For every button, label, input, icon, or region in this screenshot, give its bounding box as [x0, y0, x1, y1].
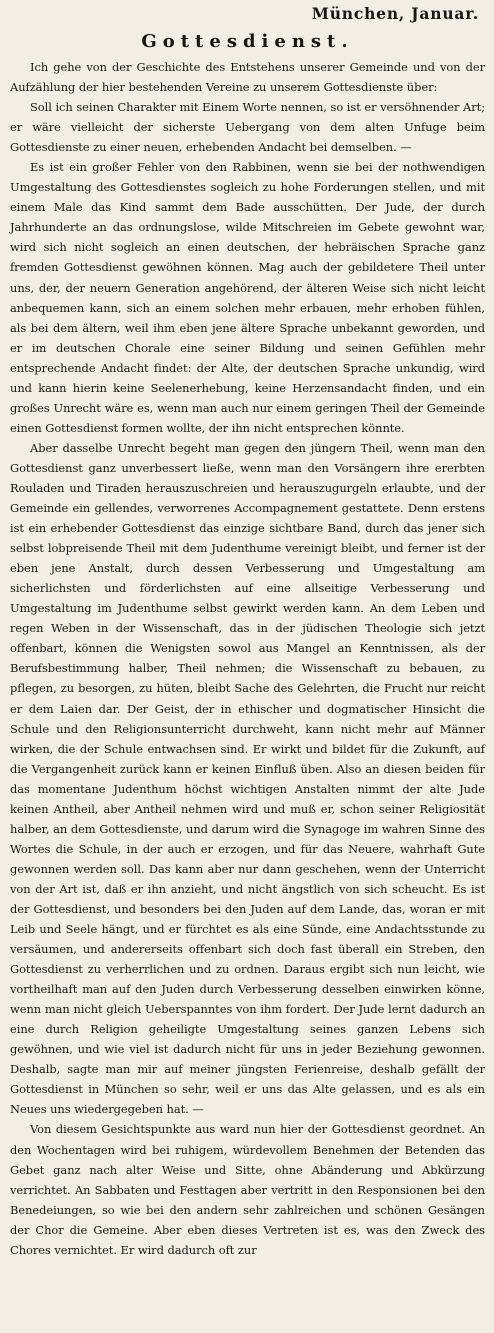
article-body	[10, 57, 485, 1260]
dateline: München, Januar.	[311, 4, 479, 23]
article-title: Gottesdienst.	[141, 31, 354, 52]
paragraph: Soll ich seinen Charakter mit Einem Worte nennen, so ist er versöhnender Art; er wäre vielleicht der sicherste Uebergang von dem alten Unfuge beim Gottesdienste zu einer neuen, erhebenden Andacht bei demselben. —	[10, 100, 485, 155]
paragraph: Aber dasselbe Unrecht begeht man gegen den jüngern Theil, wenn man den Gottesdienst ganz unverbessert ließe, wenn man den Vorsängern ihre ererbten Rouladen und Tiraden herauszuschreien und herauszugurgeln erlaubte, und der Gemeinde ein gellendes, verworrenes Accompagnement gestattete. Denn erstens ist ein erhebender Gottesdienst das einzige sichtbare Band, durch das jener sich selbst lobpreisende Theil mit dem Judenthume vereinigt bleibt, und ferner ist der eben jene Anstalt, durch dessen Verbesserung und Umgestaltung am sicherlichsten und förderlichsten auf eine allseitige Verbesserung und Umgestaltung im Judenthume selbst gewirkt werden kann. An dem Leben und regen Weben in der Wissenschaft, das in der jüdischen Theologie sich jetzt offenbart, können die Wenigsten sowol aus Mangel an Kenntnissen, als der Berufsbestimmung halber, Theil nehmen; die Wissenschaft zu bebauen, zu pflegen, zu besorgen, zu hüten, bleibt Sache des Gelehrten, die Frucht nur reicht er dem Laien dar. Der Geist, der in ethischer und dogmatischer Hinsicht die Schule und den Religionsunterricht durchweht, kann nicht mehr auf Männer wirken, die der Schule entwachsen sind. Er wirkt und bildet für die Zukunft, auf die Vergangenheit zurück kann er keinen Einfluß üben. Also an diesen beiden für das momentane Judenthum höchst wichtigen Anstalten nimmt der alte Jude keinen Antheil, aber Antheil nehmen wird und muß er, schon seiner Religiosität halber, an dem Gottesdienste, und darum wird die Synagoge im wahren Sinne des Wortes die Schule, in der auch er erzogen, und für das Neuere, wahrhaft Gute gewonnen werden soll. Das kann aber nur dann geschehen, wenn der Unterricht von der Art ist, daß er ihn anzieht, und nicht ängstlich von sich scheucht. Es ist der Gottesdienst, und besonders bei den Juden auf dem Lande, das, woran er mit Leib und Seele hängt, und er fürchtet es als eine Sünde, eine Andachtsstunde zu versäumen, und andererseits offenbart sich doch fast überall ein Streben, den Gottesdienst zu verherrlichen und zu ordnen. Daraus ergibt sich nun leicht, wie vortheilhaft man auf den Juden durch Verbesserung desselben einwirken könne, wenn man nicht gleich Ueberspanntes von ihm fordert. Der Jude lernt dadurch an eine durch Religion geheiligte Umgestaltung seines ganzen Lebens sich gewöhnen, und wie viel ist dadurch nicht für uns in jeder Beziehung gewonnen. Deshalb, sagte man mir auf meiner jüngsten Ferienreise, deshalb gefällt der Gottesdienst in München so sehr, weil er uns das Alte gelassen, und es als ein Neues uns wiedergegeben hat. —	[10, 440, 485, 1117]
paragraph: Ich gehe von der Geschichte des Entstehens unserer Gemeinde und von der Aufzählung der hier bestehenden Vereine zu unserem Gottesdienste über:	[10, 60, 485, 95]
paragraph: Es ist ein großer Fehler von den Rabbinen, wenn sie bei der nothwendigen Umgestaltung des Gottesdienstes sogleich zu hohe Forderungen stellen, und mit einem Male das Kind sammt dem Bade ausschütten. Der Jude, der durch Jahrhunderte an das ordnungslose, wilde Mitschreien im Gebete gewohnt war, wird sich nicht sogleich an einen deutschen, der hebräischen Sprache ganz fremden Gottesdienst gewöhnen können. Mag auch der gebildetere Theil unter uns, der, der neuern Generation angehörend, der älteren Weise sich nicht leicht anbequemen kann, sich an einem solchen mehr erbauen, mehr erhoben fühlen, als bei dem ältern, weil ihm eben jene ältere Sprache unbekannt geworden, und er im deutschen Chorale eine seiner Bildung und seinen Gefühlen mehr entsprechende Andacht findet: der Alte, der deutschen Sprache unkundig, wird und kann hierin keine Seelenerhebung, keine Herzensandacht finden, und ein großes Unrecht wäre es, wenn man auch nur einem geringen Theil der Gemeinde einen Gottesdienst formen wollte, der ihn nicht entsprechen könnte.	[10, 160, 485, 435]
paragraph: Von diesem Gesichtspunkte aus ward nun hier der Gottesdienst geordnet. An den Wochentagen wird bei ruhigem, würdevollem Benehmen der Betenden das Gebet ganz nach alter Weise und Sitte, ohne Abänderung und Abkürzung verrichtet. An Sabbaten und Festtagen aber vertritt in den Responsionen bei den Benedeiungen, so wie bei den andern sehr zahlreichen und schönen Gesängen der Chor die Gemeine. Aber eben dieses Vertreten ist es, was den Zweck des Chores vernichtet. Er wird dadurch oft zur	[10, 1122, 485, 1257]
